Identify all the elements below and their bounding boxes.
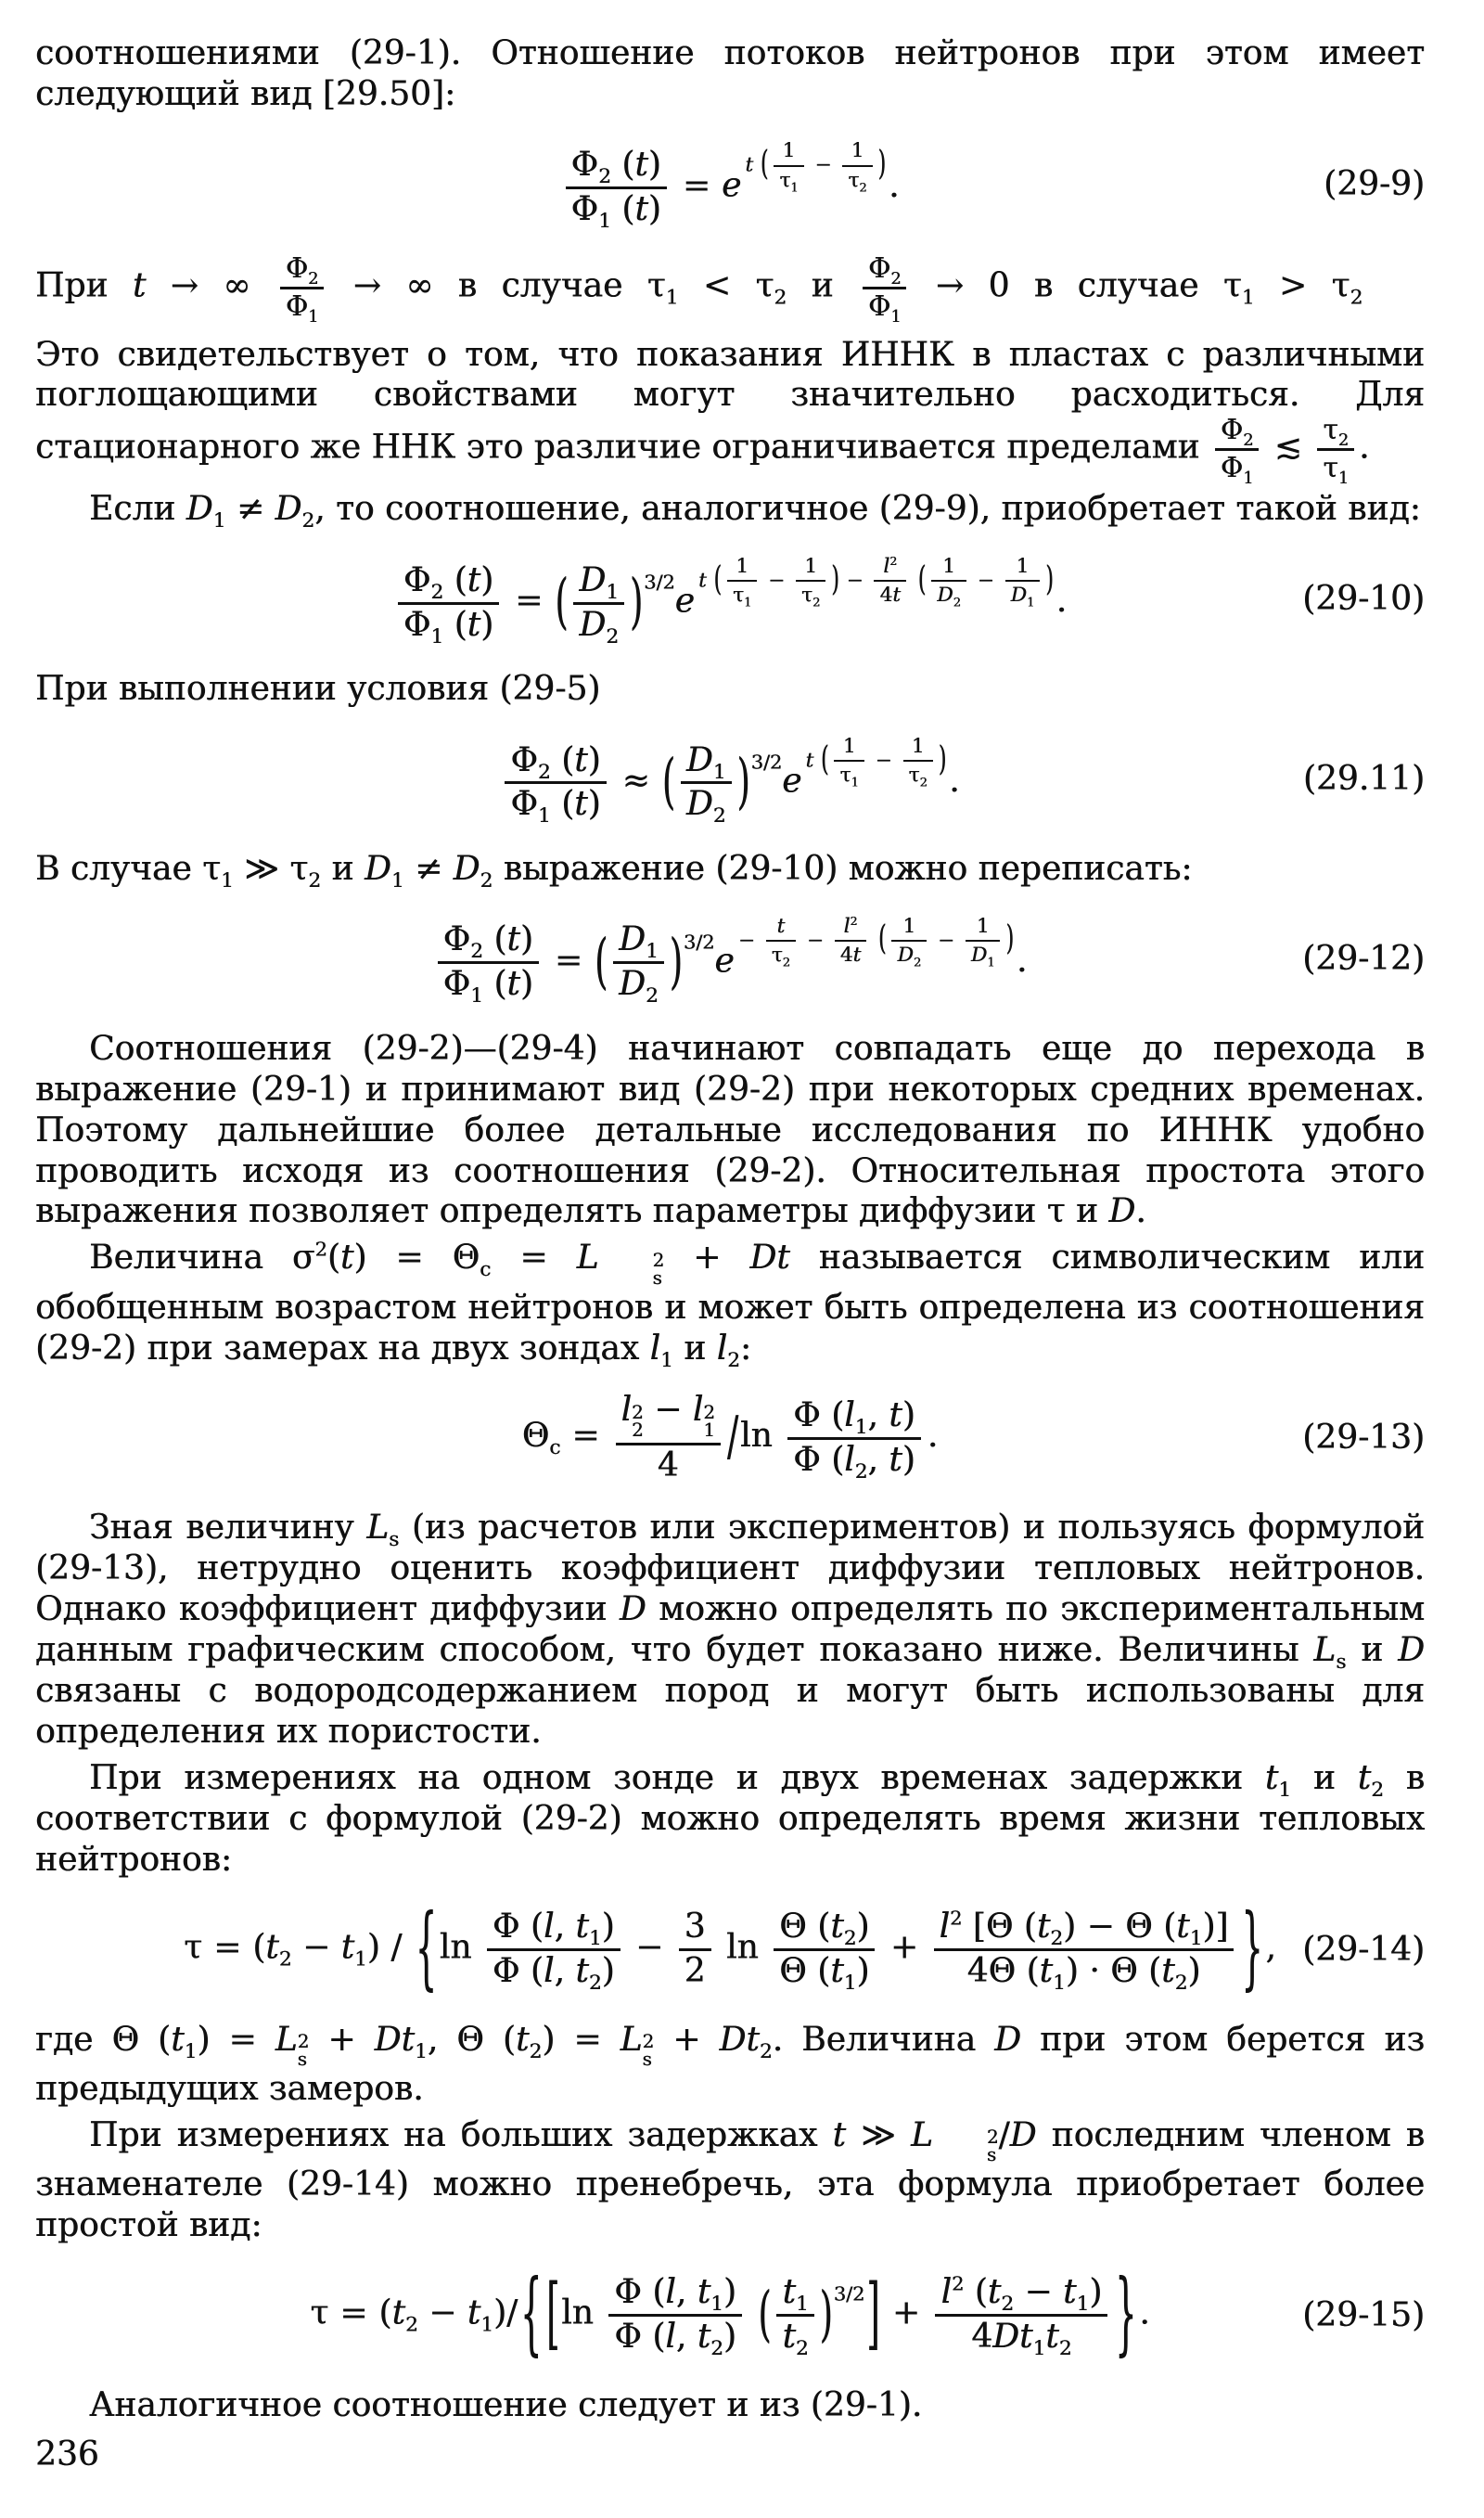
equation-number: (29-9) (1324, 164, 1425, 203)
equation-number: (29-13) (1302, 1419, 1425, 1458)
equation-number: (29-12) (1302, 939, 1425, 978)
equation-number: (29-15) (1302, 2295, 1425, 2334)
equation-number: (29-14) (1302, 1930, 1425, 1969)
paragraph: При измерениях на больших задержках t ≫ L 2 s /D последним членом в знаменателе (29-14) можно пренебречь, эта формула приобретает более простой вид: (35, 2115, 1425, 2244)
page-number: 236 (35, 2435, 99, 2474)
paragraph: При выполнении условия (29-5) (35, 670, 601, 709)
equation (35, 548, 1425, 650)
equation (35, 1896, 1425, 2001)
paragraph: Величина $\sigma^2(t) = \Theta_c = L$ 2 s + Dt называется символическим или обобщенным возрастом нейтронов и может быть определена из соотношения (29-2) при замерах на двух зондах $l_1$ и $l_2$: (35, 1238, 1426, 1372)
paragraph: Это свидетельствует о том, что показания ИННК в пластах с различными поглощающими свойствами могут значительно расходиться. Для стационарного же ННК это различие ограничивается пределами $\frac{\Phi_2}{\Phi_1}$ ≲ $\frac{\tau_2}{\tau_1}$ . (35, 335, 1425, 489)
paragraph: Зная величину $L_s$ (из расчетов или экспериментов) и пользуясь формулой (29-13), нетрудно оценить коэффициент диффузии тепловых нейтронов. Однако коэффициент диффузии D можно определять по экспериментальным данным графическим способом, что будет показано ниже. Величины $L_s$ и D связаны с водородсодержанием пород и могут быть использованы для определения их пористости. (35, 1509, 1426, 1751)
equation-body: $\frac{\Phi_2 (t)}{\Phi_1 (t)}$ = ( $\frac{D_1}{D_2}$ )$^{3/2}$et ( $\frac{1}{\tau_1}$ − $\frac{1}{\tau_2}$ ) − $\frac{l^2}{4t}$ ( $\frac{1}{D_2}$ − $\frac{1}{D_1}$ ). (393, 556, 1067, 644)
equation (35, 908, 1425, 1010)
equation-body: $\frac{\Phi_2 (t)}{\Phi_1 (t)}$ ≈ ( $\frac{D_1}{D_2}$ )$^{3/2}$et ( $\frac{1}{\tau_1}$ − $\frac{1}{\tau_2}$ ). (500, 736, 959, 824)
paragraph: Аналогичное соотношение следует и из (29-1). (89, 2385, 923, 2424)
paragraph: где Θ $(t_1) = L$ 2 s + $Dt_1$, Θ $(t_2) = L$ 2 s + $Dt_2$. Величина D при этом берется из предыдущих замеров. (35, 2020, 1425, 2108)
paragraph: В случае $\tau_1$ ≫ $\tau_2$ и $D_1 \ne D_2$ выражение (29-10) можно переписать: (35, 849, 1193, 893)
equation-body: $\tau = (t_2 - t_1)/${ [ln $\frac{\Phi (l, t_1)}{\Phi (l, t_2)}$ ( $\frac{t_1}{t_2}$ )$^{3/2}$] + $\frac{l^2 (t_2 - t_1)}{4Dt_1t_2}$ }. (310, 2263, 1150, 2366)
equation (35, 134, 1425, 236)
paragraph: Если $D_1 \ne D_2$, то соотношение, аналогичное (29-9), приобретает такой вид: (89, 490, 1421, 533)
equation-number: (29-10) (1302, 580, 1425, 619)
equation-body: $\frac{\Phi_2 (t)}{\Phi_1 (t)}$ = ( $\frac{D_1}{D_2}$ )$^{3/2}$e− $\frac{t}{\tau_2}$ − $\frac{l^2}{4t}$ ( $\frac{1}{D_2}$ − $\frac{1}{D_1}$ ). (433, 916, 1028, 1004)
equation-number: (29.11) (1302, 759, 1425, 798)
page-content (35, 33, 1425, 2426)
paragraph: соотношениями (29-1). Отношение потоков нейтронов при этом имеет следующий вид [29.50]: (35, 34, 1425, 113)
paragraph: При измерениях на одном зонде и двух временах задержки $t_1$ и $t_2$ в соответствии с формулой (29-2) можно определять время жизни тепловых нейтронов: (35, 1758, 1425, 1879)
paragraph: При t → ∞ $\frac{\Phi_2}{\Phi_1}$ → ∞ в случае $\tau_1 < \tau_2$ и $\frac{\Phi_2}{\Phi_1}$ → 0 в случае $\tau_1 > \tau_2$ (35, 251, 1363, 327)
paragraph: Соотношения (29-2)—(29-4) начинают совпадать еще до перехода в выражение (29-1) и принимают вид (29-2) при некоторых средних временах. Поэтому дальнейшие более детальные исследования по ИННК удобно проводить исходя из соотношения (29-2). Относительная простота этого выражения позволяет определять параметры диффузии τ и D. (35, 1029, 1425, 1231)
equation-body: $\Theta_c$ = l 2 2 − l 2 1 4 /ln $\frac{\Phi (l_1, t)}{\Phi (l_2, t)}$ . (521, 1391, 939, 1484)
equation-body: $\frac{\Phi_2 (t)}{\Phi_1 (t)}$ = et ( $\frac{1}{\tau_1}$ − $\frac{1}{\tau_2}$ ). (561, 140, 900, 228)
equation (35, 728, 1425, 830)
equation (35, 1387, 1425, 1489)
equation-body: $\tau = (t_2 - t_1) / \{\ln$ $\frac{\Phi (l, t_1)}{\Phi (l, t_2)}$ − $\frac{3}{2}$ ln $\frac{\Theta (t_2)}{\Theta (t_1)}$ + $\frac{l^2 [\Theta (t_2) - \Theta (t_1)]}{4\Theta (t_1) \cdot \Theta (t_2)}$ }, (184, 1896, 1276, 2000)
equation (35, 2265, 1425, 2367)
